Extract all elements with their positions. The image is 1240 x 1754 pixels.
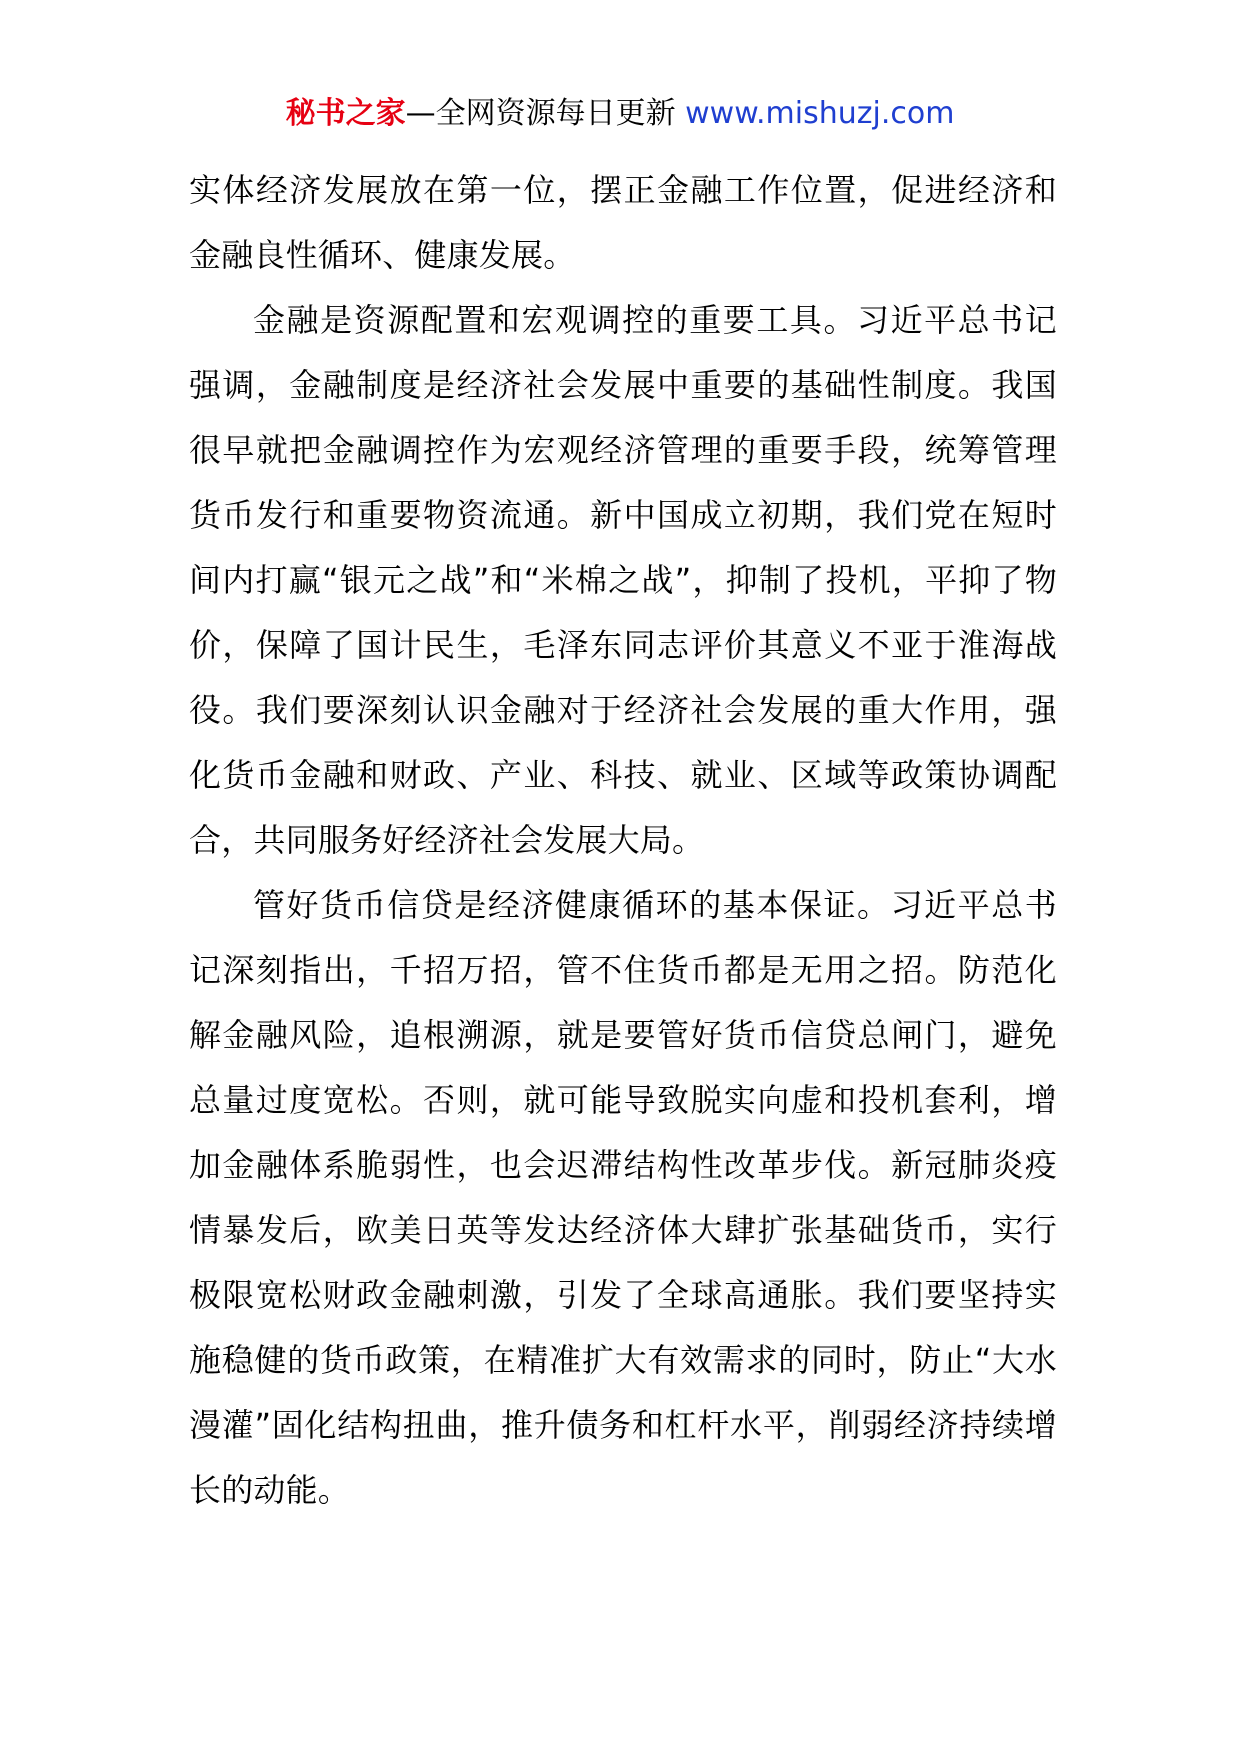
paragraph-monetary-credit: 管好货币信贷是经济健康循环的基本保证。习近平总书记深刻指出，千招万招，管不住货币都是无用之招。防范化解金融风险，追根溯源，就是要管好货币信贷总闸门，避免总量过度宽松。否则，就可能导致脱实向虚和投机套利，增加金融体系脆弱性，也会迟滞结构性改革步伐。新冠肺炎疫情暴发后，欧美日英等发达经济体大肆扩张基础货币，实行极限宽松财政金融刺激，引发了全球高通胀。我们要坚持实施稳健的货币政策，在精准扩大有效需求的同时，防止“大水漫灌”固化结构扭曲，推升债务和杠杆水平，削弱经济持续增长的动能。 <box>189 886 1057 1509</box>
paragraph-financial-tools: 金融是资源配置和宏观调控的重要工具。习近平总书记强调，金融制度是经济社会发展中重要的基础性制度。我国很早就把金融调控作为宏观经济管理的重要手段，统筹管理货币发行和重要物资流通。新中国成立初期，我们党在短时间内打赢“银元之战”和“米棉之战”，抑制了投机，平抑了物价，保障了国计民生，毛泽东同志评价其意义不亚于淮海战役。我们要深刻认识金融对于经济社会发展的重大作用，强化货币金融和财政、产业、科技、就业、区域等政策协调配合，共同服务好经济社会发展大局。 <box>189 301 1057 859</box>
paragraph-continuation: 实体经济发展放在第一位，摆正金融工作位置，促进经济和金融良性循环、健康发展。 <box>189 171 1057 274</box>
site-header <box>0 92 1240 136</box>
document-body <box>189 158 1057 1523</box>
brand-name: 秘书之家 <box>285 96 406 131</box>
header-tagline: —全网资源每日更新 <box>405 96 676 131</box>
site-url-link[interactable]: www.mishuzj.com <box>685 96 955 131</box>
